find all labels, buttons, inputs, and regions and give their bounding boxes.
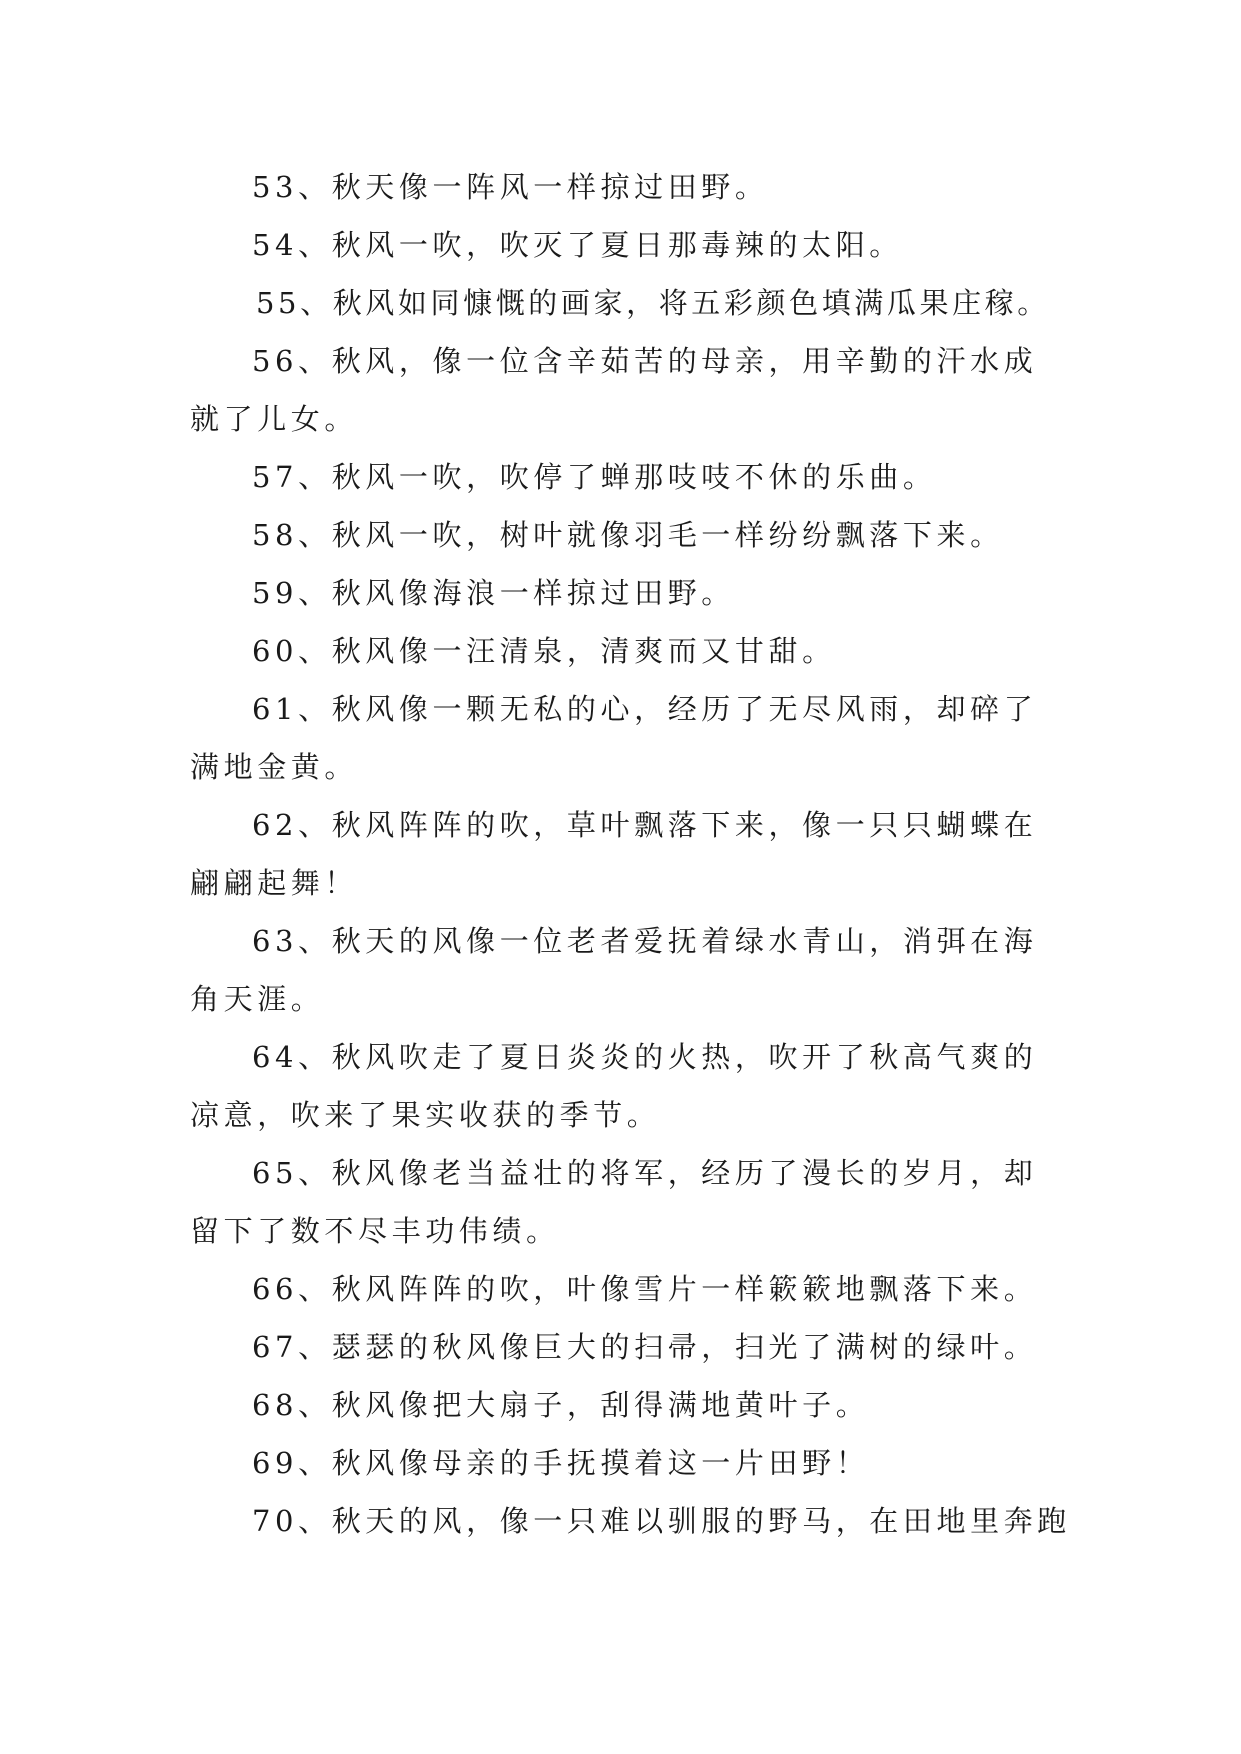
paragraph-54: 54、秋风一吹，吹灭了夏日那毒辣的太阳。 (252, 228, 903, 262)
paragraph-66: 66、秋风阵阵的吹，叶像雪片一样簌簌地飘落下来。 (252, 1272, 1038, 1306)
paragraph-60: 60、秋风像一汪清泉，清爽而又甘甜。 (252, 634, 836, 668)
paragraph-70: 70、秋天的风，像一只难以驯服的野马，在田地里奔跑 (252, 1504, 1071, 1538)
paragraph-55: 55、秋风如同慷慨的画家，将五彩颜色填满瓜果庄稼。 (256, 286, 1050, 320)
paragraph-56: 56、秋风，像一位含辛茹苦的母亲，用辛勤的汗水成就了儿女。 (190, 344, 1038, 436)
paragraph-65: 65、秋风像老当益壮的将军，经历了漫长的岁月，却留下了数不尽丰功伟绩。 (190, 1156, 1038, 1248)
paragraph-69: 69、秋风像母亲的手抚摸着这一片田野！ (252, 1446, 870, 1480)
paragraph-62: 62、秋风阵阵的吹，草叶飘落下来，像一只只蝴蝶在翩翩起舞！ (190, 808, 1038, 900)
paragraph-57: 57、秋风一吹，吹停了蝉那吱吱不休的乐曲。 (252, 460, 937, 494)
document-body (190, 158, 1071, 1550)
paragraph-53: 53、秋天像一阵风一样掠过田野。 (252, 170, 769, 204)
paragraph-64: 64、秋风吹走了夏日炎炎的火热，吹开了秋高气爽的凉意，吹来了果实收获的季节。 (190, 1040, 1038, 1132)
paragraph-67: 67、瑟瑟的秋风像巨大的扫帚，扫光了满树的绿叶。 (252, 1330, 1038, 1364)
paragraph-59: 59、秋风像海浪一样掠过田野。 (252, 576, 735, 610)
paragraph-61: 61、秋风像一颗无私的心，经历了无尽风雨，却碎了满地金黄。 (190, 692, 1038, 784)
paragraph-63: 63、秋天的风像一位老者爱抚着绿水青山，消弭在海角天涯。 (190, 924, 1038, 1016)
paragraph-68: 68、秋风像把大扇子，刮得满地黄叶子。 (252, 1388, 870, 1422)
paragraph-58: 58、秋风一吹，树叶就像羽毛一样纷纷飘落下来。 (252, 518, 1004, 552)
